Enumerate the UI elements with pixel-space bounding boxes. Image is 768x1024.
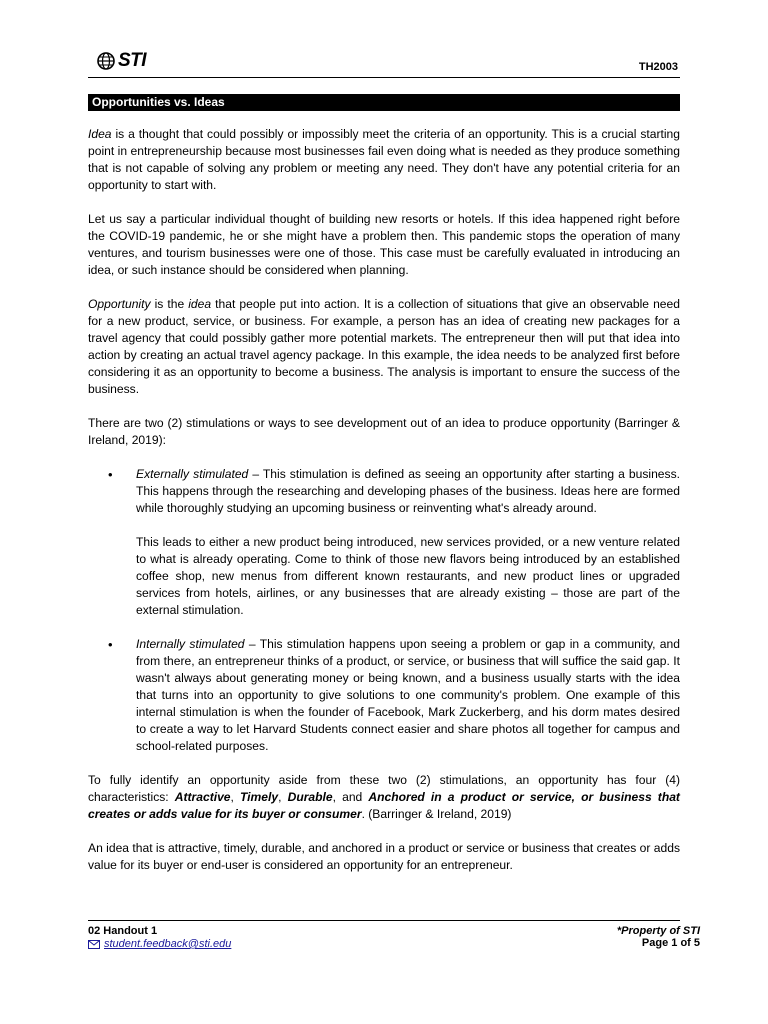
- paragraph-characteristics: To fully identify an opportunity aside from these two (2) stimulations, an opportunity has four (4) characteristics: Attractive, Timely, Durable, and Anchored in a product or service, or business that creates or adds value for its buyer or consumer. (Barringer & Ireland, 2019): [88, 773, 680, 821]
- email-text[interactable]: student.feedback@sti.edu: [104, 938, 232, 950]
- page-number: Page 1 of 5: [641, 937, 700, 949]
- header-rule: [88, 77, 680, 78]
- list-item: • Externally stimulated – This stimulation is defined as seeing an opportunity after starting a business. This happens through the researching and developing phases of the business. Ideas here are formed while thoroughly studying an upcoming business or reinventing what's already around. This leads to either a new product being introduced, new services provided, or a new venture related to what is already operating. Come to think of those new flavors being introduced by an established coffee shop, new menus from different known restaurants, and new product lines or upgraded services from hotels, airlines, or any businesses that are already existing – those are part of the external stimulation.: [88, 466, 680, 619]
- handout-label: 02 Handout 1: [88, 925, 158, 937]
- list-item: • Internally stimulated – This stimulation happens upon seeing a problem or gap in a community, and from there, an entrepreneur thinks of a product, or service, or business that will suffice the said gap. It wasn't always about generating money or being known, and a business usually starts with the idea that turns into an opportunity to give solutions to one community's problem. One example of this internal stimulation is when the founder of Facebook, Mark Zuckerberg, and his dorm mates desired to create a way to let Harvard Students connect easier and share photos all together for campus and school-related purposes.: [88, 636, 680, 755]
- mail-icon: [88, 940, 100, 949]
- paragraph-idea: Idea is a thought that could possibly or impossibly meet the criteria of an opportunity. This is a crucial starting point in entrepreneurship because most businesses fail even doing what is needed as they produce something that is not capable of solving any problem or meeting any need. They don't have any potential criteria for an opportunity to start with.: [88, 127, 680, 192]
- footer-left: [88, 925, 231, 950]
- logo-text: STI: [118, 50, 147, 71]
- sti-logo: [96, 50, 146, 72]
- footer-right: [617, 925, 700, 949]
- paragraph-opportunity: Opportunity is the idea that people put into action. It is a collection of situations that give an observable need for a new product, service, or business. For example, a person has an idea of creating new packages for a travel agency that could possibly gather more potential markets. The entrepreneur then will put that idea into action by creating an actual travel agency package. In this example, the idea needs to be analyzed first before considering it as an opportunity to become a business. The analysis is important to ensure the success of the business.: [88, 297, 680, 396]
- feedback-email-link[interactable]: [88, 938, 231, 950]
- footer-rule: [88, 920, 680, 921]
- body-text: [88, 126, 680, 891]
- section-title: Opportunities vs. Ideas: [88, 94, 680, 111]
- paragraph-stimulations: There are two (2) stimulations or ways to see development out of an idea to produce opportunity (Barringer & Ireland, 2019):: [88, 416, 680, 447]
- term-opportunity: Opportunity: [88, 297, 151, 311]
- globe-icon: [96, 51, 116, 71]
- paragraph-example: Let us say a particular individual thought of building new resorts or hotels. If this idea happened right before the COVID-19 pandemic, he or she might have a problem then. This pandemic stops the operation of many ventures, and tourism businesses were one of those. This case must be carefully evaluated in introducing an idea, or such instance should be considered when planning.: [88, 212, 680, 277]
- paragraph-conclusion: An idea that is attractive, timely, durable, and anchored in a product or service or business that creates or adds value for its buyer or end-user is considered an opportunity for an entrepreneur.: [88, 841, 681, 872]
- property-label: *Property of STI: [616, 925, 700, 937]
- stimulation-list: [88, 466, 680, 755]
- term-idea: Idea: [88, 127, 112, 141]
- document-code: TH2003: [638, 61, 678, 73]
